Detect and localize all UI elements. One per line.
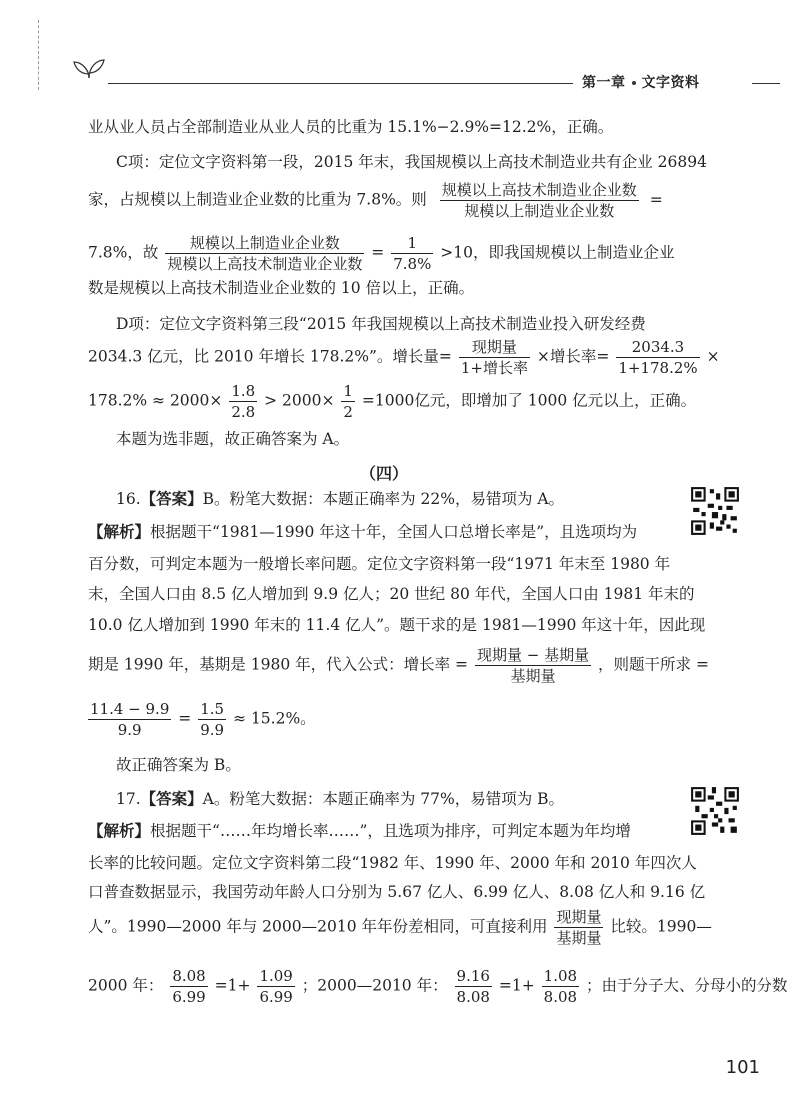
text: > 2000×: [264, 391, 335, 410]
text: ≈ 15.2%。: [233, 709, 316, 728]
text-line: [88, 699, 316, 740]
text: 178.2% ≈ 2000×: [88, 391, 223, 410]
header-separator: [632, 81, 636, 85]
analysis-tag: 【解析】: [88, 821, 151, 840]
numerator: 现期量: [556, 908, 602, 926]
header-rule-right: [752, 83, 780, 84]
question-number: 17.: [116, 790, 141, 808]
question-16-answer: [116, 488, 564, 510]
fraction: [459, 337, 530, 378]
numerator: 11.4 − 9.9: [90, 700, 170, 718]
denominator: 基期量: [556, 929, 602, 947]
text-line: [88, 645, 709, 686]
qr-code-icon[interactable]: [689, 485, 741, 537]
fraction: [170, 966, 207, 1007]
text-line: [88, 381, 696, 422]
fraction: [165, 233, 364, 274]
text: B。粉笔大数据：本题正确率为 22%，易错项为 A。: [202, 490, 565, 508]
numerator: 规模以上制造业企业数: [165, 233, 364, 254]
text: 2000 年：: [88, 976, 164, 995]
text-line: 故正确答案为 B。: [116, 756, 241, 774]
denominator: 规模以上制造业企业数: [464, 202, 615, 220]
fraction: [554, 907, 603, 948]
text: ×: [706, 347, 720, 366]
denominator: 1+178.2%: [618, 359, 698, 377]
text: ，则题干所求 =: [598, 655, 709, 674]
fraction: [455, 966, 492, 1007]
text: =: [178, 709, 192, 728]
text: A。粉笔大数据：本题正确率为 77%，易错项为 B。: [202, 790, 565, 808]
numerator: 1.8: [231, 382, 256, 400]
text-line: 本题为选非题，故正确答案为 A。: [116, 430, 350, 448]
chapter-header: [582, 72, 700, 92]
numerator: 2034.3: [616, 337, 699, 358]
answer-tag: 【答案】: [140, 489, 203, 508]
denominator: 8.08: [543, 988, 578, 1006]
text-line: 数是规模以上高技术制造业企业数的 10 倍以上，正确。: [88, 279, 475, 297]
denominator: 1+增长率: [460, 359, 528, 377]
qr-code-graphic: [689, 485, 741, 537]
text: 人”。1990—2000 年与 2000—2010 年年份差相同，可直接利用: [88, 917, 548, 936]
text-line: 百分数，可判定本题为一般增长率问题。定位文字资料第一段“1971 年末至 1980 年: [88, 555, 671, 573]
text-line: [88, 820, 631, 842]
numerator: 现期量 − 基期量: [476, 646, 590, 664]
qr-code-graphic: [689, 785, 741, 837]
text: =: [371, 243, 385, 262]
text: 7.8%，故: [88, 243, 159, 262]
text: 家，占规模以上制造业企业数的比重为 7.8%。则: [88, 190, 427, 209]
denominator: 8.08: [456, 988, 490, 1006]
text-line: 10.0 亿人增加到 1990 年末的 11.4 亿人”。题干求的是 1981—1990 年这十年，因此现: [88, 616, 706, 634]
text-line: 口普查数据显示，我国劳动年龄人口分别为 5.67 亿人、6.99 亿人、8.08 亿人和 9.16 亿: [88, 883, 706, 901]
denominator: 9.9: [117, 721, 142, 739]
text: =1000亿元，即增加了 1000 亿元以上，正确。: [361, 391, 697, 410]
numerator: 规模以上高技术制造业企业数: [441, 181, 637, 199]
fraction: [257, 966, 294, 1007]
text: =1+: [498, 976, 535, 995]
text-line: [88, 966, 788, 1007]
numerator: 1.08: [543, 967, 578, 985]
text-line: [88, 521, 637, 543]
header-rule: [108, 83, 573, 84]
fraction: [542, 966, 579, 1007]
text-line: [88, 233, 674, 274]
text-line: D项：定位文字资料第三段“2015 年我国规模以上高技术制造业投入研发经费: [116, 315, 646, 333]
fraction: [341, 381, 355, 422]
numerator: 1.5: [200, 700, 225, 718]
text: ×增长率=: [536, 347, 610, 366]
analysis-tag: 【解析】: [88, 522, 151, 541]
denominator: 2: [343, 403, 353, 421]
text: ；由于分子大、分母小的分数: [586, 976, 788, 995]
question-number: 16.: [116, 490, 141, 508]
section-title: （四）: [360, 464, 409, 483]
section-name: 文字资料: [641, 75, 700, 91]
question-17-answer: [116, 788, 564, 810]
text-line: 长率的比较问题。定位文字资料第二段“1982 年、1990 年、2000 年和 2010 年四次人: [88, 854, 697, 872]
denominator: 基期量: [510, 667, 556, 685]
answer-tag: 【答案】: [140, 789, 203, 808]
denominator: 6.99: [172, 988, 206, 1006]
fraction: [440, 180, 639, 221]
text-line: [88, 907, 712, 948]
qr-code-icon[interactable]: [689, 785, 741, 837]
text: =: [649, 190, 663, 209]
text: 根据题干“……年均增长率……”，且选项为排序，可判定本题为年均增: [150, 822, 631, 840]
numerator: 8.08: [172, 967, 206, 985]
text-line: 末，全国人口由 8.5 亿人增加到 9.9 亿人；20 世纪 80 年代，全国人口由 1981 年末的: [88, 585, 695, 603]
text: ；2000—2010 年：: [301, 976, 448, 995]
leaf-icon: [72, 56, 106, 80]
fraction: [391, 233, 433, 274]
fraction: [229, 381, 257, 422]
numerator: 1: [391, 233, 433, 254]
scan-marks: [38, 20, 42, 90]
denominator: 规模以上高技术制造业企业数: [167, 255, 363, 273]
text: 根据题干“1981—1990 年这十年，全国人口总增长率是”，且选项均为: [150, 523, 638, 541]
text-line: C项：定位文字资料第一段，2015 年末，我国规模以上高技术制造业共有企业 26894: [116, 153, 707, 171]
fraction: [616, 337, 699, 378]
denominator: 6.99: [259, 988, 293, 1006]
numerator: 9.16: [456, 967, 490, 985]
text: 2034.3 亿元，比 2010 年增长 178.2%”。增长量=: [88, 347, 452, 366]
chapter-title: 第一章: [582, 75, 626, 91]
numerator: 1.09: [259, 967, 293, 985]
numerator: 1: [343, 382, 353, 400]
denominator: 2.8: [231, 403, 256, 421]
fraction: [88, 699, 171, 740]
denominator: 9.9: [200, 721, 225, 739]
denominator: 7.8%: [393, 255, 432, 273]
text: >10，即我国规模以上制造业企业: [440, 243, 675, 262]
text: 期是 1990 年，基期是 1980 年，代入公式：增长率 =: [88, 655, 469, 674]
text-line: [88, 180, 663, 221]
text: =1+: [214, 976, 251, 995]
fraction: [198, 699, 226, 740]
numerator: 现期量: [459, 337, 530, 358]
text: 比较。1990—: [610, 917, 712, 936]
text-line: [88, 337, 720, 378]
page-number: 101: [725, 1057, 760, 1078]
text-line: 业从业人员占全部制造业从业人员的比重为 15.1%−2.9%=12.2%，正确。: [88, 118, 614, 136]
fraction: [475, 645, 591, 686]
